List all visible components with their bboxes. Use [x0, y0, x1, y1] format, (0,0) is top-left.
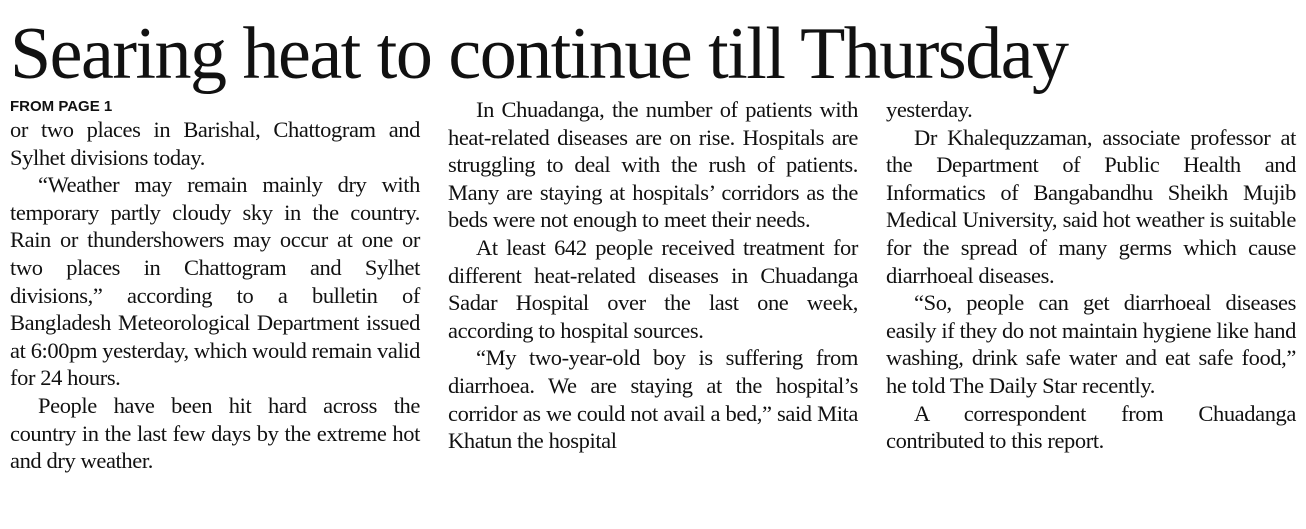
paragraph: At least 642 people received treatment for different heat-related diseases in Chuadanga Sadar Hospital over the last one week, according to hospital sources. — [448, 234, 858, 343]
paragraph: “So, people can get diarrhoeal diseases easily if they do not maintain hygiene like hand washing, drink safe water and eat safe food,” he told The Daily Star recently. — [886, 290, 1296, 398]
article-column-2 — [448, 96, 858, 455]
headline: Searing heat to continue till Thursday — [10, 13, 1068, 95]
article-column-1 — [10, 96, 420, 475]
paragraph: yesterday. — [886, 97, 973, 122]
paragraph: “Weather may remain mainly dry with temporary partly cloudy sky in the country. Rain or thundershowers may occur at one or two places in Chattogram and Sylhet divisions,” according to a bulletin of Bangladesh Meteorological Department issued at 6:00pm yesterday, which would remain valid for 24 hours. — [10, 172, 420, 391]
paragraph: Dr Khalequzzaman, associate professor at the Department of Public Health and Informatics of Bangabandhu Sheikh Mujib Medical University, said hot weather is suitable for the spread of many germs which cause diarrhoeal diseases. — [886, 124, 1296, 288]
jump-label: FROM PAGE 1 — [10, 98, 113, 115]
article-column-3 — [886, 96, 1296, 455]
paragraph: In Chuadanga, the number of patients with heat-related diseases are on rise. Hospitals are struggling to deal with the rush of patients. Many are staying at hospitals’ corridors as the beds were not enough to meet their needs. — [448, 97, 858, 233]
paragraph: or two places in Barishal, Chattogram and Sylhet divisions today. — [10, 117, 420, 170]
paragraph: A correspondent from Chuadanga contributed to this report. — [886, 400, 1296, 454]
paragraph: People have been hit hard across the country in the last few days by the extreme hot and dry weather. — [10, 392, 420, 474]
paragraph: “My two-year-old boy is suffering from diarrhoea. We are staying at the hospital’s corridor as we could not avail a bed,” said Mita Khatun the hospital — [448, 345, 858, 454]
